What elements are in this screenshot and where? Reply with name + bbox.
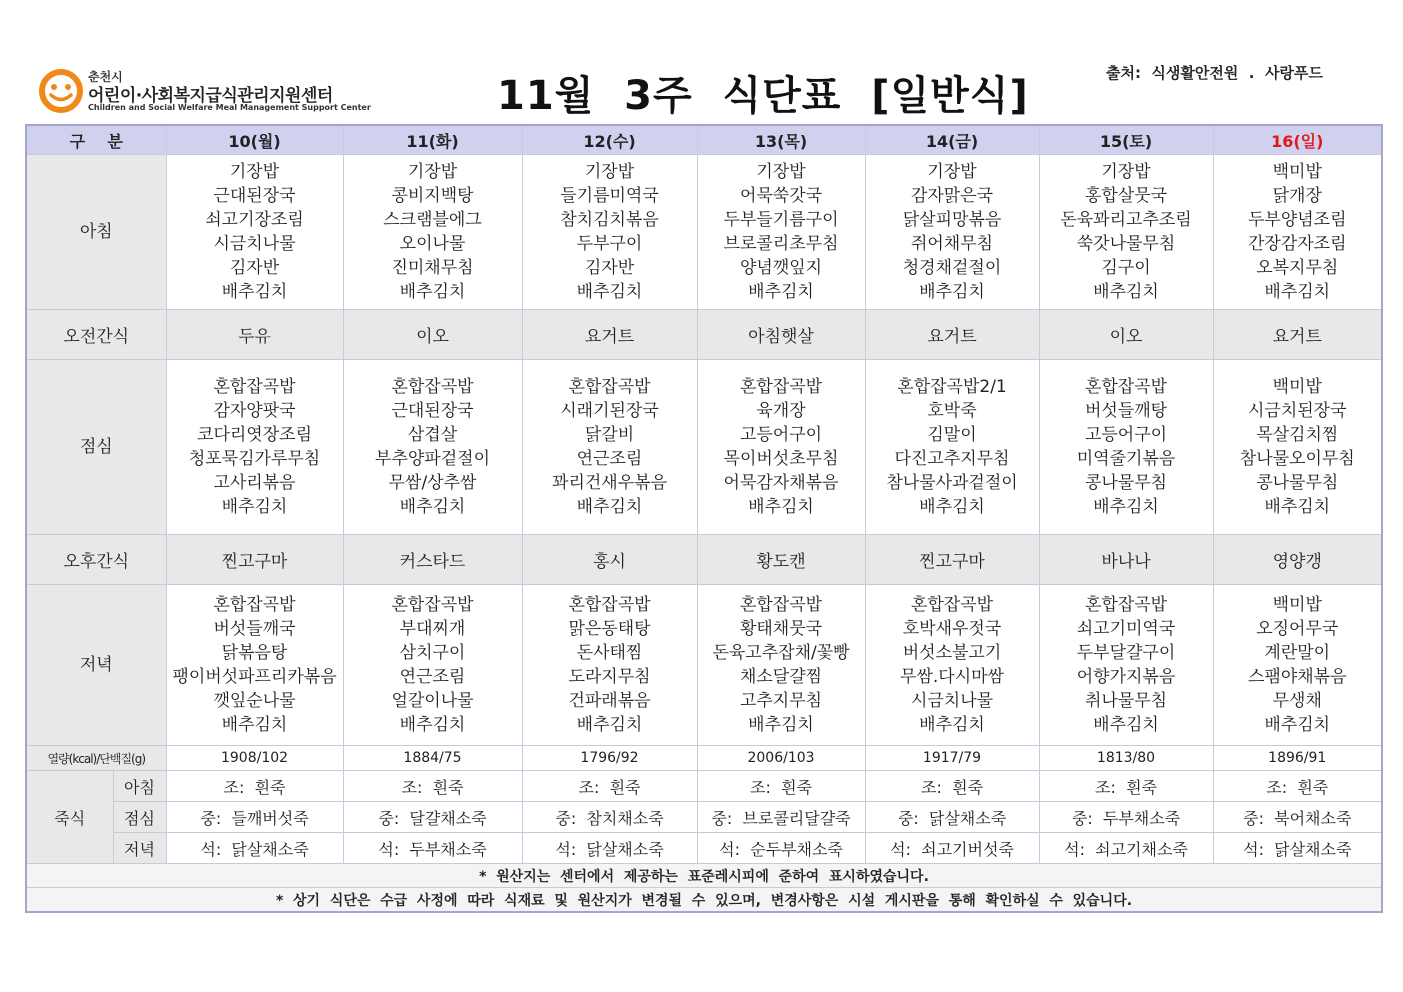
day-header: 15(토)	[1039, 125, 1213, 155]
menu-cell	[865, 585, 1039, 746]
menu-item: 얼갈이나물	[391, 691, 474, 711]
day-header-sunday: 16(일)	[1213, 125, 1382, 155]
menu-item: 삼치구이	[399, 643, 466, 663]
source-credit: 출처: 식생활안전원 . 사랑푸드	[1106, 64, 1323, 82]
menu-item: 기장밥	[756, 162, 806, 182]
menu-item: 배추김치	[399, 715, 466, 735]
menu-item: 오징어무국	[1256, 619, 1339, 639]
menu-item: 참나물오이무침	[1239, 449, 1355, 469]
menu-item: 기장밥	[584, 162, 635, 182]
menu-item: 혼합잡곡밥	[391, 595, 474, 615]
menu-cell	[1039, 155, 1213, 310]
menu-item: 돈사태찜	[576, 643, 643, 663]
menu-item: 어향가지볶음	[1076, 667, 1176, 687]
snack-item: 요거트	[522, 310, 697, 360]
menu-item: 들기름미역국	[560, 186, 659, 206]
menu-item: 무쌈/상추쌈	[388, 473, 477, 493]
menu-cell	[697, 155, 865, 310]
menu-item: 버섯들깨탕	[1084, 401, 1168, 421]
porridge-item: 중: 닭살채소죽	[865, 802, 1039, 833]
menu-cell	[1213, 585, 1382, 746]
snack-item: 아침햇살	[697, 310, 865, 360]
day-header: 10(월)	[166, 125, 343, 155]
page-title: 11월 3주 식단표 [일반식]	[497, 73, 1029, 119]
dinner-row	[26, 585, 1382, 746]
menu-item: 어묵쑥갓국	[739, 186, 823, 206]
porridge-item: 중: 브로콜리달걀죽	[697, 802, 865, 833]
breakfast-row	[26, 155, 1382, 310]
menu-item: 닭개장	[1272, 186, 1322, 206]
menu-item: 계란말이	[1264, 643, 1331, 663]
row-label: 점심	[26, 360, 166, 535]
porridge-item: 조: 흰죽	[697, 771, 865, 802]
porridge-item: 조: 흰죽	[1039, 771, 1213, 802]
menu-item: 배추김치	[399, 282, 466, 302]
menu-item: 근대된장국	[391, 401, 474, 421]
menu-item: 혼합잡곡밥	[568, 595, 651, 615]
am-snack-row	[26, 310, 1382, 360]
snack-item: 찐고구마	[865, 535, 1039, 585]
menu-item: 혼합잡곡밥	[568, 377, 651, 397]
day-header: 14(금)	[865, 125, 1039, 155]
menu-item: 쇠고기장조림	[205, 210, 304, 230]
nutrition-value: 1908/102	[166, 746, 343, 771]
menu-item: 배추김치	[748, 497, 814, 517]
porridge-item: 중: 북어채소죽	[1213, 802, 1382, 833]
menu-item: 배추김치	[399, 497, 466, 517]
logo-name: 어린이·사회복지급식관리지원센터	[88, 86, 333, 106]
menu-item: 닭살피망볶음	[902, 210, 1002, 230]
porridge-item: 석: 쇠고기버섯죽	[865, 833, 1039, 864]
menu-item: 어묵감자채볶음	[723, 473, 839, 493]
menu-cell	[343, 155, 522, 310]
nutrition-value: 2006/103	[697, 746, 865, 771]
menu-item: 도라지무침	[568, 667, 651, 687]
logo-english-name: Children and Social Welfare Meal Management Support Center	[88, 103, 371, 112]
note-text: * 원산지는 센터에서 제공하는 표준레시피에 준하여 표시하였습니다.	[26, 864, 1382, 888]
menu-item: 부대찌개	[399, 619, 466, 639]
snack-item: 요거트	[865, 310, 1039, 360]
menu-cell	[522, 155, 697, 310]
menu-cell	[865, 360, 1039, 535]
menu-cell	[1039, 360, 1213, 535]
lunch-row	[26, 360, 1382, 535]
menu-item: 돈육고추잡채/꽃빵	[712, 643, 850, 663]
menu-item: 무쌈.다시마쌈	[900, 667, 1004, 687]
menu-item: 콩비지백탕	[391, 186, 474, 206]
menu-item: 혼합잡곡밥	[1084, 595, 1168, 615]
menu-item: 배추김치	[1264, 715, 1331, 735]
menu-item: 진미채무침	[391, 258, 474, 278]
porridge-item: 조: 흰죽	[343, 771, 522, 802]
menu-item: 닭볶음탕	[221, 643, 288, 663]
menu-item: 건파래볶음	[568, 691, 651, 711]
porridge-item: 석: 쇠고기채소죽	[1039, 833, 1213, 864]
menu-item: 미역줄기볶음	[1076, 449, 1176, 469]
menu-item: 김자반	[584, 258, 635, 278]
note-row	[26, 888, 1382, 913]
menu-item: 시금치나물	[910, 691, 994, 711]
menu-item: 배추김치	[748, 282, 814, 302]
nutrition-row	[26, 746, 1382, 771]
menu-item: 배추김치	[1093, 715, 1159, 735]
menu-item: 배추김치	[576, 282, 643, 302]
porridge-sub-label: 점심	[113, 802, 166, 833]
menu-item: 두부양념조림	[1247, 210, 1347, 230]
menu-item: 다진고추지무침	[894, 449, 1010, 469]
menu-cell	[166, 155, 343, 310]
porridge-item: 석: 두부채소죽	[343, 833, 522, 864]
menu-item: 배추김치	[221, 715, 288, 735]
row-label: 오후간식	[26, 535, 166, 585]
menu-item: 쑥갓나물무침	[1076, 234, 1176, 254]
menu-item: 혼합잡곡밥	[739, 595, 823, 615]
menu-item: 버섯소불고기	[902, 643, 1002, 663]
menu-item: 홍합살뭇국	[1084, 186, 1168, 206]
menu-item: 배추김치	[1093, 497, 1159, 517]
porridge-item: 중: 참치채소죽	[522, 802, 697, 833]
menu-cell	[166, 360, 343, 535]
porridge-label: 죽식	[26, 771, 113, 864]
menu-item: 고등어구이	[1084, 425, 1168, 445]
menu-item: 채소달걀찜	[739, 667, 823, 687]
porridge-item: 석: 순두부채소죽	[697, 833, 865, 864]
menu-item: 취나물무침	[1084, 691, 1168, 711]
menu-item: 쥐어채무침	[910, 234, 994, 254]
corner-label: 구 분	[26, 125, 166, 155]
menu-item: 두부구이	[576, 234, 643, 254]
day-header: 12(수)	[522, 125, 697, 155]
menu-table	[25, 124, 1383, 913]
smiley-logo-icon	[38, 68, 84, 114]
menu-item: 배추김치	[221, 497, 288, 517]
menu-item: 시금치나물	[213, 234, 296, 254]
menu-item: 김자반	[229, 258, 280, 278]
row-label: 열량(kcal)/단백질(g)	[26, 746, 166, 771]
menu-item: 감자양팟국	[213, 401, 296, 421]
menu-item: 김말이	[927, 425, 977, 445]
menu-cell	[697, 360, 865, 535]
menu-item: 배추김치	[748, 715, 814, 735]
menu-item: 백미밥	[1272, 162, 1322, 182]
snack-item: 커스타드	[343, 535, 522, 585]
menu-item: 기장밥	[407, 162, 458, 182]
menu-item: 배추김치	[1093, 282, 1159, 302]
menu-cell	[865, 155, 1039, 310]
menu-item: 연근조림	[576, 449, 643, 469]
menu-item: 배추김치	[919, 282, 985, 302]
center-logo	[38, 68, 378, 116]
porridge-item: 조: 흰죽	[1213, 771, 1382, 802]
menu-item: 코다리엿장조림	[197, 425, 312, 445]
note-text: * 상기 식단은 수급 사정에 따라 식재료 및 원산지가 변경될 수 있으며, 변경사항은 시설 게시판을 통해 확인하실 수 있습니다.	[26, 888, 1382, 913]
menu-item: 돈육꽈리고추조림	[1060, 210, 1192, 230]
porridge-item: 석: 닭살채소죽	[166, 833, 343, 864]
menu-item: 호박새우젓국	[902, 619, 1002, 639]
porridge-item: 중: 들깨버섯죽	[166, 802, 343, 833]
day-header: 11(화)	[343, 125, 522, 155]
menu-item: 호박죽	[927, 401, 977, 421]
menu-cell	[1213, 360, 1382, 535]
menu-item: 스크램블에그	[383, 210, 482, 230]
snack-item: 황도캔	[697, 535, 865, 585]
menu-item: 목이버섯초무침	[723, 449, 839, 469]
menu-cell	[522, 360, 697, 535]
menu-item: 목살김치찜	[1256, 425, 1339, 445]
menu-item: 배추김치	[576, 715, 643, 735]
menu-cell	[343, 585, 522, 746]
snack-item: 요거트	[1213, 310, 1382, 360]
menu-item: 버섯들깨국	[213, 619, 296, 639]
nutrition-value: 1896/91	[1213, 746, 1382, 771]
menu-item: 혼합잡곡밥	[1084, 377, 1168, 397]
menu-item: 시금치된장국	[1247, 401, 1347, 421]
menu-item: 참치김치볶음	[560, 210, 659, 230]
nutrition-value: 1917/79	[865, 746, 1039, 771]
row-label: 아침	[26, 155, 166, 310]
menu-item: 닭갈비	[584, 425, 635, 445]
menu-item: 백미밥	[1272, 377, 1322, 397]
menu-item: 맑은동태탕	[568, 619, 651, 639]
menu-cell	[1039, 585, 1213, 746]
porridge-item: 석: 닭살채소죽	[522, 833, 697, 864]
menu-item: 혼합잡곡밥	[739, 377, 823, 397]
menu-item: 배추김치	[1264, 497, 1331, 517]
menu-item: 혼합잡곡밥	[910, 595, 994, 615]
menu-cell	[697, 585, 865, 746]
menu-item: 오복지무침	[1256, 258, 1339, 278]
menu-item: 고사리볶음	[213, 473, 296, 493]
menu-item: 무생채	[1272, 691, 1322, 711]
porridge-item: 조: 흰죽	[166, 771, 343, 802]
menu-item: 김구이	[1101, 258, 1151, 278]
porridge-item: 중: 달걀채소죽	[343, 802, 522, 833]
menu-item: 혼합잡곡밥	[391, 377, 474, 397]
menu-item: 콩나물무침	[1084, 473, 1168, 493]
menu-item: 콩나물무침	[1256, 473, 1339, 493]
menu-item: 청경채겉절이	[902, 258, 1002, 278]
nutrition-value: 1884/75	[343, 746, 522, 771]
menu-item: 시래기된장국	[560, 401, 659, 421]
porridge-item: 중: 두부채소죽	[1039, 802, 1213, 833]
porridge-sub-label: 저녁	[113, 833, 166, 864]
porridge-item: 조: 흰죽	[522, 771, 697, 802]
menu-item: 고추지무침	[739, 691, 823, 711]
menu-item: 혼합잡곡밥2/1	[897, 377, 1007, 397]
menu-cell	[522, 585, 697, 746]
nutrition-value: 1813/80	[1039, 746, 1213, 771]
logo-city: 춘천시	[88, 70, 123, 84]
menu-item: 배추김치	[919, 715, 985, 735]
snack-item: 찐고구마	[166, 535, 343, 585]
menu-item: 깻잎순나물	[213, 691, 296, 711]
menu-item: 배추김치	[919, 497, 985, 517]
menu-item: 쇠고기미역국	[1076, 619, 1176, 639]
menu-item: 혼합잡곡밥	[213, 595, 296, 615]
menu-item: 육개장	[756, 401, 806, 421]
menu-item: 황태채뭇국	[739, 619, 823, 639]
menu-item: 스팸야채볶음	[1247, 667, 1347, 687]
menu-item: 배추김치	[221, 282, 288, 302]
day-header: 13(목)	[697, 125, 865, 155]
porridge-sub-label: 아침	[113, 771, 166, 802]
menu-item: 연근조림	[399, 667, 466, 687]
menu-item: 혼합잡곡밥	[213, 377, 296, 397]
menu-item: 부추양파겉절이	[375, 449, 490, 469]
menu-item: 감자맑은국	[910, 186, 994, 206]
row-label: 오전간식	[26, 310, 166, 360]
pm-snack-row	[26, 535, 1382, 585]
day-header-row	[26, 125, 1382, 155]
menu-cell	[343, 360, 522, 535]
menu-item: 기장밥	[927, 162, 977, 182]
porridge-row-breakfast	[26, 771, 1382, 802]
menu-cell	[1213, 155, 1382, 310]
note-row	[26, 864, 1382, 888]
snack-item: 바나나	[1039, 535, 1213, 585]
porridge-item: 석: 닭살채소죽	[1213, 833, 1382, 864]
menu-item: 백미밥	[1272, 595, 1322, 615]
porridge-row-dinner	[26, 833, 1382, 864]
menu-item: 청포묵김가루무침	[188, 449, 321, 469]
snack-item: 두유	[166, 310, 343, 360]
menu-item: 간장감자조림	[1247, 234, 1347, 254]
menu-item: 오이나물	[399, 234, 466, 254]
menu-item: 고등어구이	[739, 425, 823, 445]
menu-item: 기장밥	[1101, 162, 1151, 182]
snack-item: 이오	[343, 310, 522, 360]
snack-item: 홍시	[522, 535, 697, 585]
menu-item: 근대된장국	[213, 186, 296, 206]
menu-item: 꽈리건새우볶음	[552, 473, 667, 493]
menu-item: 두부달걀구이	[1076, 643, 1176, 663]
nutrition-value: 1796/92	[522, 746, 697, 771]
menu-cell	[166, 585, 343, 746]
menu-item: 두부들기름구이	[723, 210, 839, 230]
menu-item: 배추김치	[1264, 282, 1331, 302]
menu-item: 브로콜리초무침	[723, 234, 839, 254]
row-label: 저녁	[26, 585, 166, 746]
menu-item: 참나물사과겉절이	[886, 473, 1018, 493]
snack-item: 영양갱	[1213, 535, 1382, 585]
porridge-item: 조: 흰죽	[865, 771, 1039, 802]
menu-item: 배추김치	[576, 497, 643, 517]
menu-item: 양념깻잎지	[739, 258, 823, 278]
menu-item: 삼겹살	[407, 425, 458, 445]
menu-item: 기장밥	[229, 162, 280, 182]
menu-item: 팽이버섯파프리카볶음	[172, 667, 337, 687]
snack-item: 이오	[1039, 310, 1213, 360]
porridge-row-lunch	[26, 802, 1382, 833]
